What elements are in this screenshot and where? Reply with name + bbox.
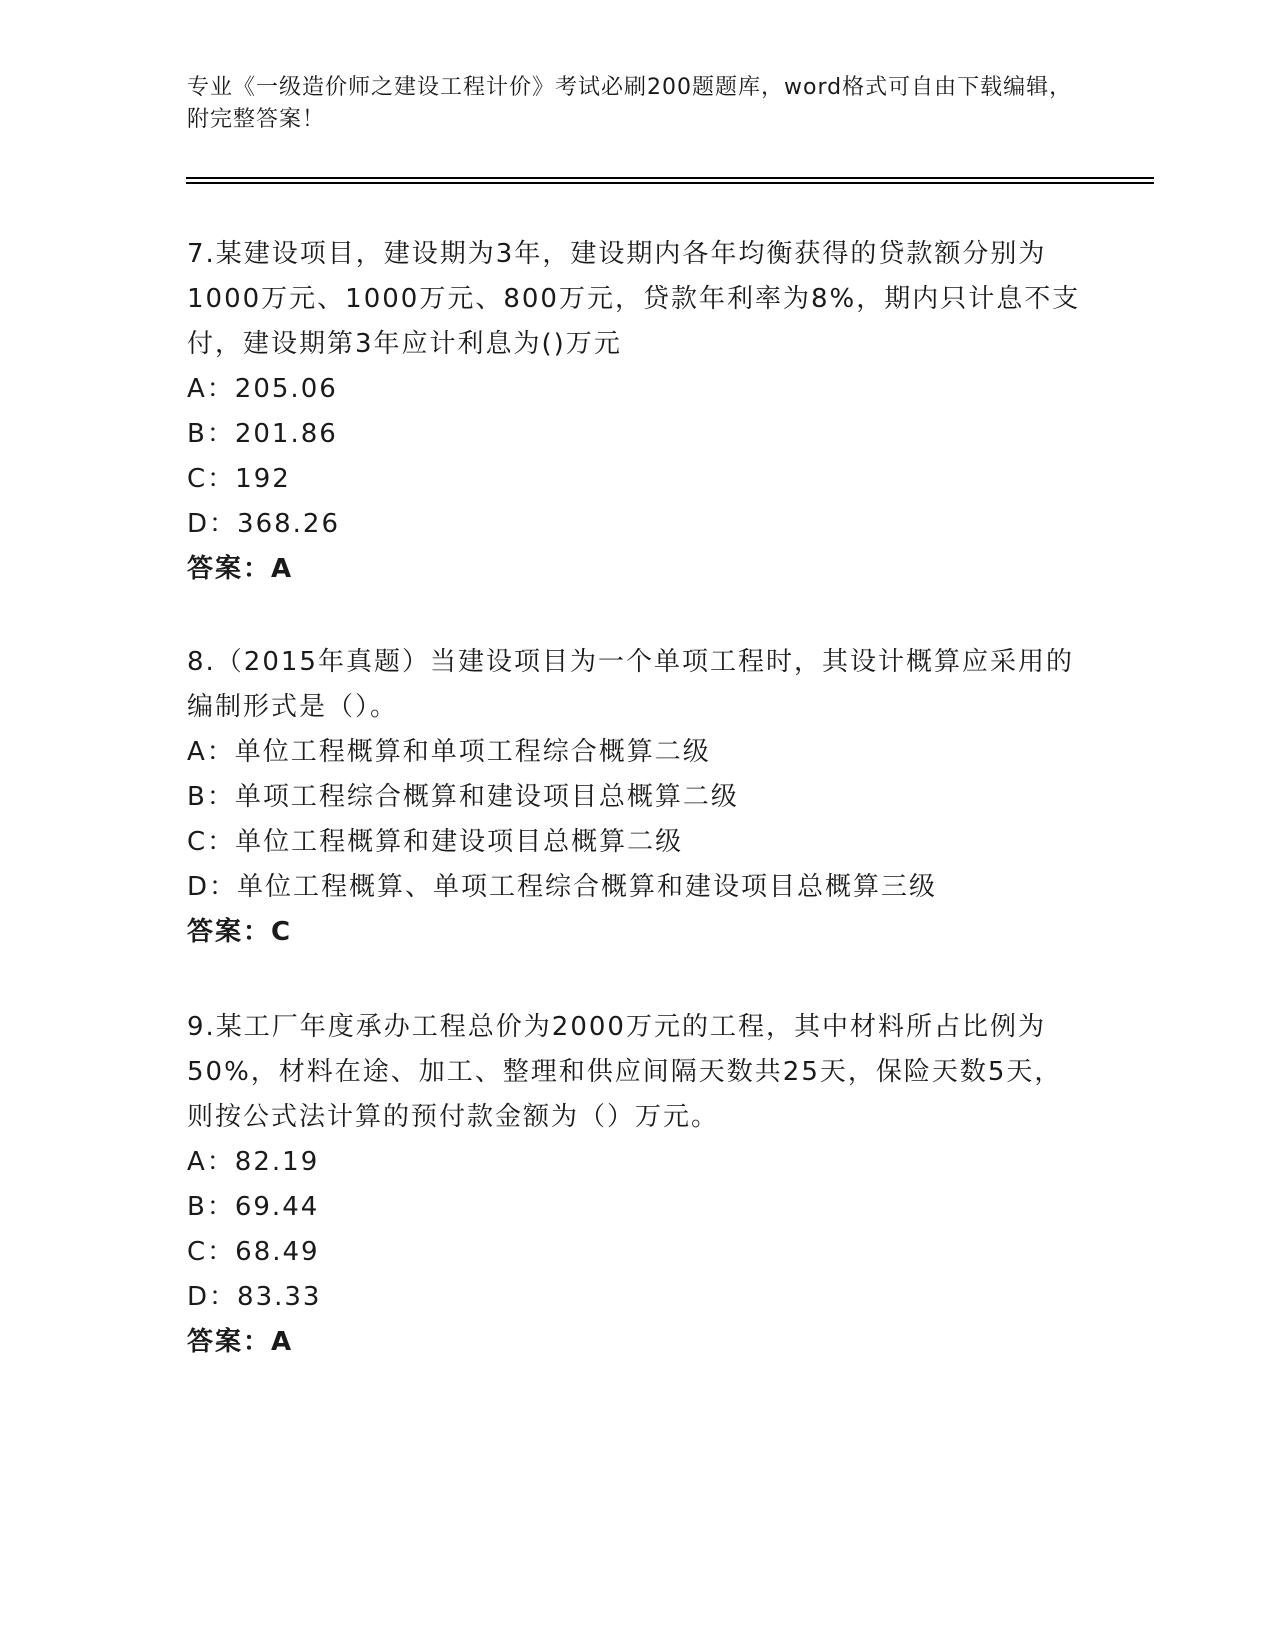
option-value: 201.86 [234, 419, 338, 449]
option-b [187, 412, 1087, 457]
option-value: 205.06 [234, 374, 338, 404]
option-key: D： [187, 1282, 238, 1312]
answer-line [187, 1320, 1087, 1365]
option-c [187, 457, 1087, 502]
question-7 [187, 232, 1087, 592]
option-d [187, 865, 1087, 910]
option-value: 82.19 [234, 1147, 320, 1177]
answer-line [187, 910, 1087, 955]
answer-value: A [271, 1327, 294, 1357]
answer-value: C [271, 917, 293, 947]
option-value: 69.44 [234, 1192, 320, 1222]
answer-label: 答案： [187, 554, 272, 584]
option-value: 83.33 [237, 1282, 322, 1312]
option-a [187, 730, 1087, 775]
answer-line [187, 547, 1087, 592]
option-c [187, 1230, 1087, 1275]
question-text: 9.某工厂年度承办工程总价为2000万元的工程，其中材料所占比例为50%，材料在途、加工、整理和供应间隔天数共25天，保险天数5天，则按公式法计算的预付款金额为（）万元。 [187, 1012, 1063, 1132]
option-value: 68.49 [235, 1237, 320, 1267]
option-key: D： [187, 509, 238, 539]
option-key: C： [187, 1237, 236, 1267]
option-a [187, 367, 1087, 412]
option-a [187, 1140, 1087, 1185]
option-value: 单位工程概算、单项工程综合概算和建设项目总概算三级 [237, 872, 938, 902]
option-key: B： [187, 1192, 235, 1222]
option-key: B： [187, 782, 235, 812]
page-header-title: 专业《一级造价师之建设工程计价》考试必刷200题题库，word格式可自由下载编辑，附完整答案！ [187, 75, 1073, 132]
option-value: 192 [235, 464, 291, 494]
option-key: A： [187, 1147, 235, 1177]
option-c [187, 820, 1087, 865]
option-value: 单项工程综合概算和建设项目总概算二级 [234, 782, 739, 812]
option-key: A： [187, 374, 235, 404]
option-key: A： [187, 737, 235, 767]
option-d [187, 502, 1087, 547]
option-key: C： [187, 464, 236, 494]
header-divider-bottom [186, 182, 1154, 184]
option-key: C： [187, 827, 236, 857]
option-b [187, 775, 1087, 820]
question-text: 8.（2015年真题）当建设项目为一个单项工程时，其设计概算应采用的编制形式是（）。 [187, 647, 1074, 722]
option-value: 368.26 [237, 509, 341, 539]
option-key: D： [187, 872, 238, 902]
answer-value: A [271, 554, 294, 584]
question-9 [187, 1005, 1087, 1365]
option-key: B： [187, 419, 235, 449]
answer-label: 答案： [187, 917, 272, 947]
option-b [187, 1185, 1087, 1230]
option-value: 单位工程概算和建设项目总概算二级 [235, 827, 684, 857]
header-divider-top [186, 177, 1154, 179]
option-d [187, 1275, 1087, 1320]
question-text: 7.某建设项目，建设期为3年，建设期内各年均衡获得的贷款额分别为1000万元、1000万元、800万元，贷款年利率为8%，期内只计息不支付，建设期第3年应计利息为()万元 [187, 239, 1081, 359]
option-value: 单位工程概算和单项工程综合概算二级 [234, 737, 711, 767]
question-8 [187, 640, 1087, 955]
answer-label: 答案： [187, 1327, 272, 1357]
